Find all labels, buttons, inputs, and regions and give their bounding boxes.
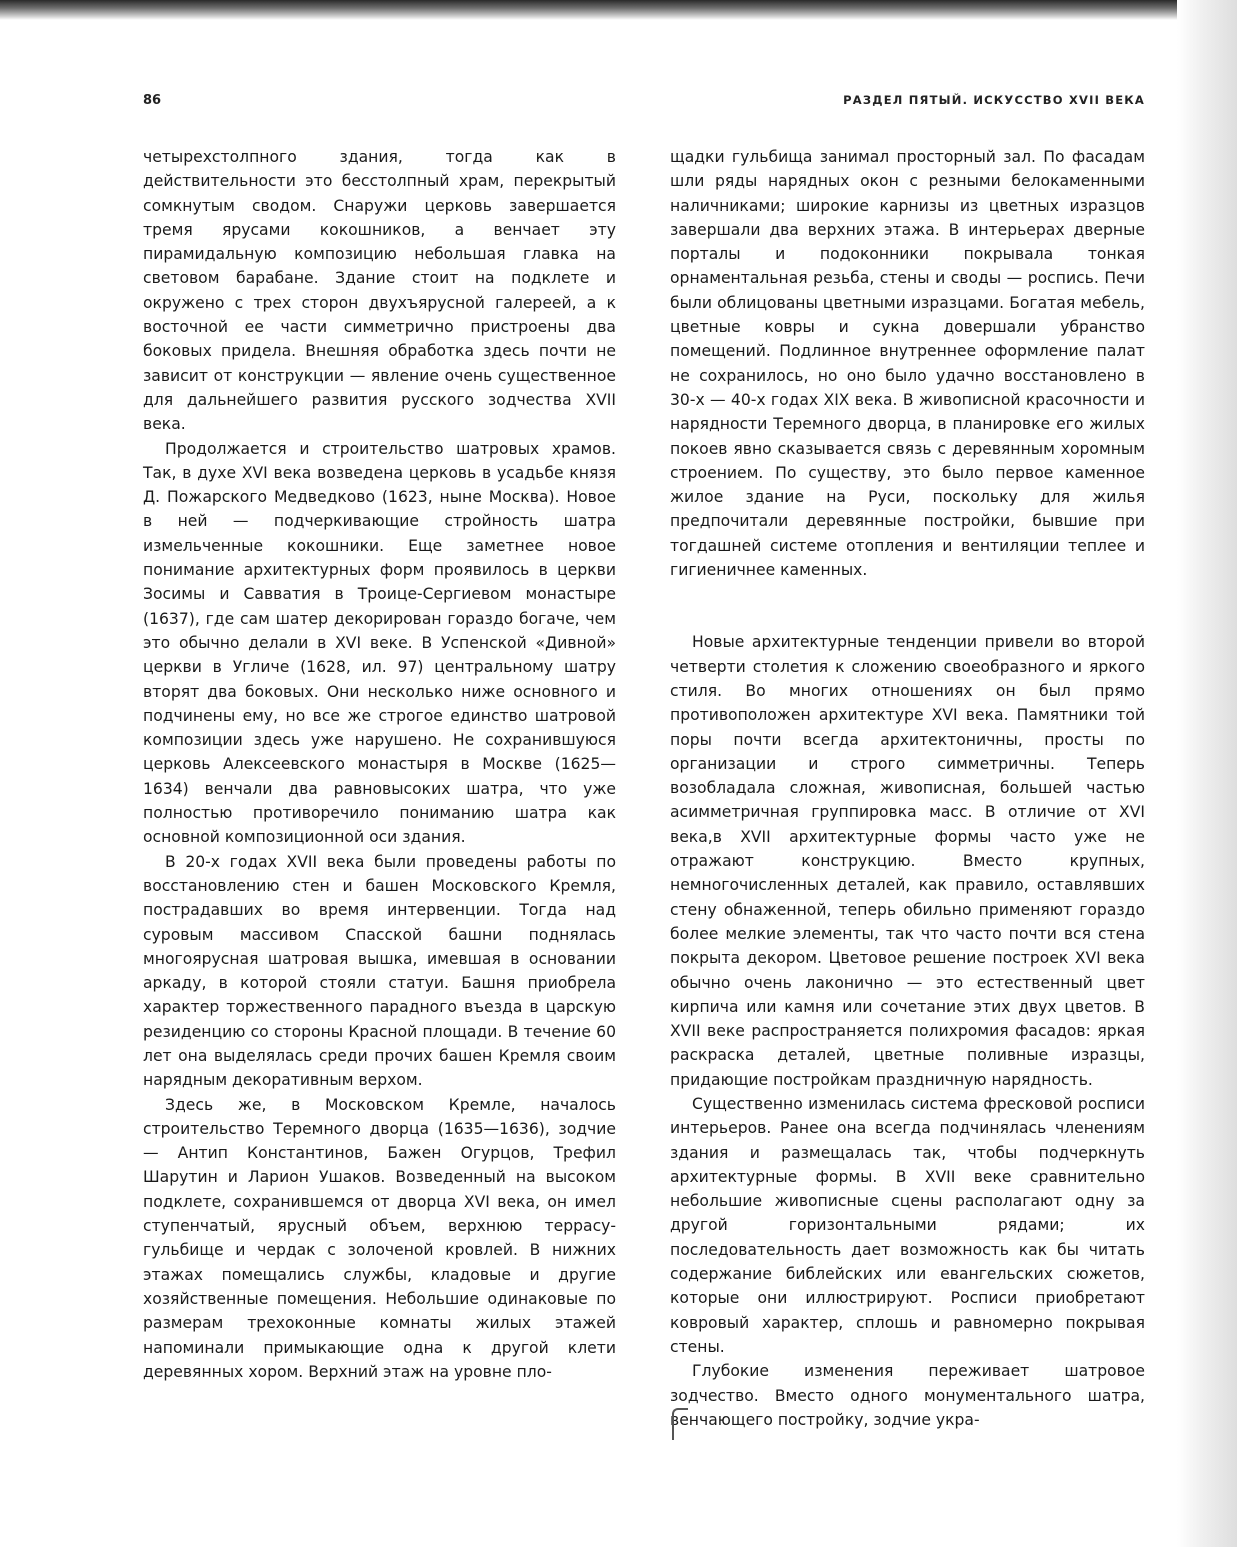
paragraph: Здесь же, в Московском Кремле, началось строительство Теремного дворца (1635—1636), зодчие — Антип Константинов, Бажен Огурцов, Трефил Шарутин и Ларион Ушаков. Возведенный на высоком подклете, сохранившемся от дворца XVI века, он имел ступенчатый, ярусный объем, верхнюю террасу-гульбище и чердак с золоченой кровлей. В нижних этажах помещались службы, кладовые и другие хозяйственные помещения. Небольшие одинаковые по размерам трехоконные комнаты жилых этажей напоминали примыкающие одна к другой клети деревянных хором. Верхний этаж на уровне пло- bbox=[143, 1095, 616, 1381]
paragraph: четырехстолпного здания, тогда как в действительности это бесстолпный храм, перекрытый сомкнутым сводом. Снаружи церковь завершается тремя ярусами кокошников, а венчает эту пирамидальную композицию небольшая главка на световом барабане. Здание стоит на подклете и окружено с трех сторон двухъярусной галереей, а к восточной ее части симметрично пристроены два боковых придела. Внешняя обработка здесь почти не зависит от конструкции — явление очень существенное для дальнейшего развития русского зодчества XVII века. bbox=[143, 148, 616, 434]
running-head: РАЗДЕЛ ПЯТЫЙ. ИСКУССТВО XVII ВЕКА bbox=[843, 93, 1145, 107]
paragraph: Глубокие изменения переживает шатровое зодчество. Вместо одного монументального шатра, венчающего постройку, зодчие укра- bbox=[670, 1362, 1145, 1429]
pencil-bracket-mark bbox=[672, 1408, 688, 1440]
paragraph: Существенно изменилась система фресковой росписи интерьеров. Ранее она всегда подчинялась членениям здания и размещалась так, чтобы подчеркнуть архитектурные формы. В XVII веке сравнительно небольшие живописные сцены располагают одну за другой горизонтальными рядами; их последовательность дает возможность как бы читать содержание библейских или евангельских сюжетов, которые они иллюстрируют. Росписи приобретают ковровый характер, сплошь и равномерно покрывая стены. bbox=[670, 1094, 1145, 1356]
paragraph: Продолжается и строительство шатровых храмов. Так, в духе XVI века возведена церковь в усадьбе князя Д. Пожарского Медведково (1623, ныне Москва). Новое в ней — подчеркивающие стройность шатра измельченные кокошники. Еще заметнее новое понимание архитектурных форм проявилось в церкви Зосимы и Савватия в Троице-Сергиевом монастыре (1637), где сам шатер декорирован гораздо богаче, чем это обычно делали в XVI веке. В Успенской «Дивной» церкви в Угличе (1628, ил. 97) центральному шатру вторят два боковых. Они несколько ниже основного и подчинены ему, но все же строгое единство шатровой композиции здесь уже нарушено. Не сохранившуюся церковь Алексеевского монастыря в Москве (1625—1634) венчали два равновысоких шатра, что уже полностью противоречило пониманию шатра как основной композиционной оси здания. bbox=[143, 439, 616, 847]
paragraph: В 20-х годах XVII века были проведены работы по восстановлению стен и башен Московского Кремля, пострадавших во время интервенции. Тогда над суровым массивом Спасской башни поднялась многоярусная шатровая вышка, имевшая в основании аркаду, в которой стояли статуи. Башня приобрела характер торжественного парадного въезда в царскую резиденцию со стороны Красной площади. В течение 60 лет она выделялась среди прочих башен Кремля своим нарядным декоративным верхом. bbox=[143, 852, 616, 1090]
left-column bbox=[143, 145, 616, 1384]
page-number: 86 bbox=[143, 93, 162, 108]
right-column bbox=[670, 145, 1145, 1432]
paragraph: щадки гульбища занимал просторный зал. По фасадам шли ряды нарядных окон с резными белокаменными наличниками; широкие карнизы из цветных изразцов завершали два верхних этажа. В интерьерах дверные порталы и подоконники покрывала тонкая орнаментальная резьба, стены и своды — роспись. Печи были облицованы цветными изразцами. Богатая мебель, цветные ковры и сукна довершали убранство помещений. Подлинное внутреннее оформление палат не сохранилось, но оно было удачно восстановлено в 30-х — 40-х годах XIX века. В живописной красочности и нарядности Теремного дворца, в планировке его жилых покоев явно сказывается связь с деревянным хоромным строением. По существу, это было первое каменное жилое здание на Руси, поскольку для жилья предпочитали деревянные постройки, бывшие при тогдашней системе отопления и вентиляции теплее и гигиеничнее каменных. bbox=[670, 148, 1145, 580]
paragraph: Новые архитектурные тенденции привели во второй четверти столетия к сложению своеобразного и яркого стиля. Во многих отношениях он был прямо противоположен архитектуре XVI века. Памятники той поры почти всегда архитектоничны, просты по организации и строго симметричны. Теперь возобладала сложная, живописная, большей частью асимметричная группировка масс. В отличие от XVI века,в XVII архитектурные формы часто уже не отражают конструкцию. Вместо крупных, немногочисленных деталей, как правило, оставлявших стену обнаженной, теперь обильно применяют гораздо более мелкие элементы, так что часто почти вся стена покрыта декором. Цветовое решение построек XVI века обычно очень лаконично — это естественный цвет кирпича или камня или сочетание этих двух цветов. В XVII веке распространяется полихромия фасадов: яркая раскраска деталей, цветные поливные изразцы, придающие постройкам праздничную нарядность. bbox=[670, 633, 1145, 1089]
